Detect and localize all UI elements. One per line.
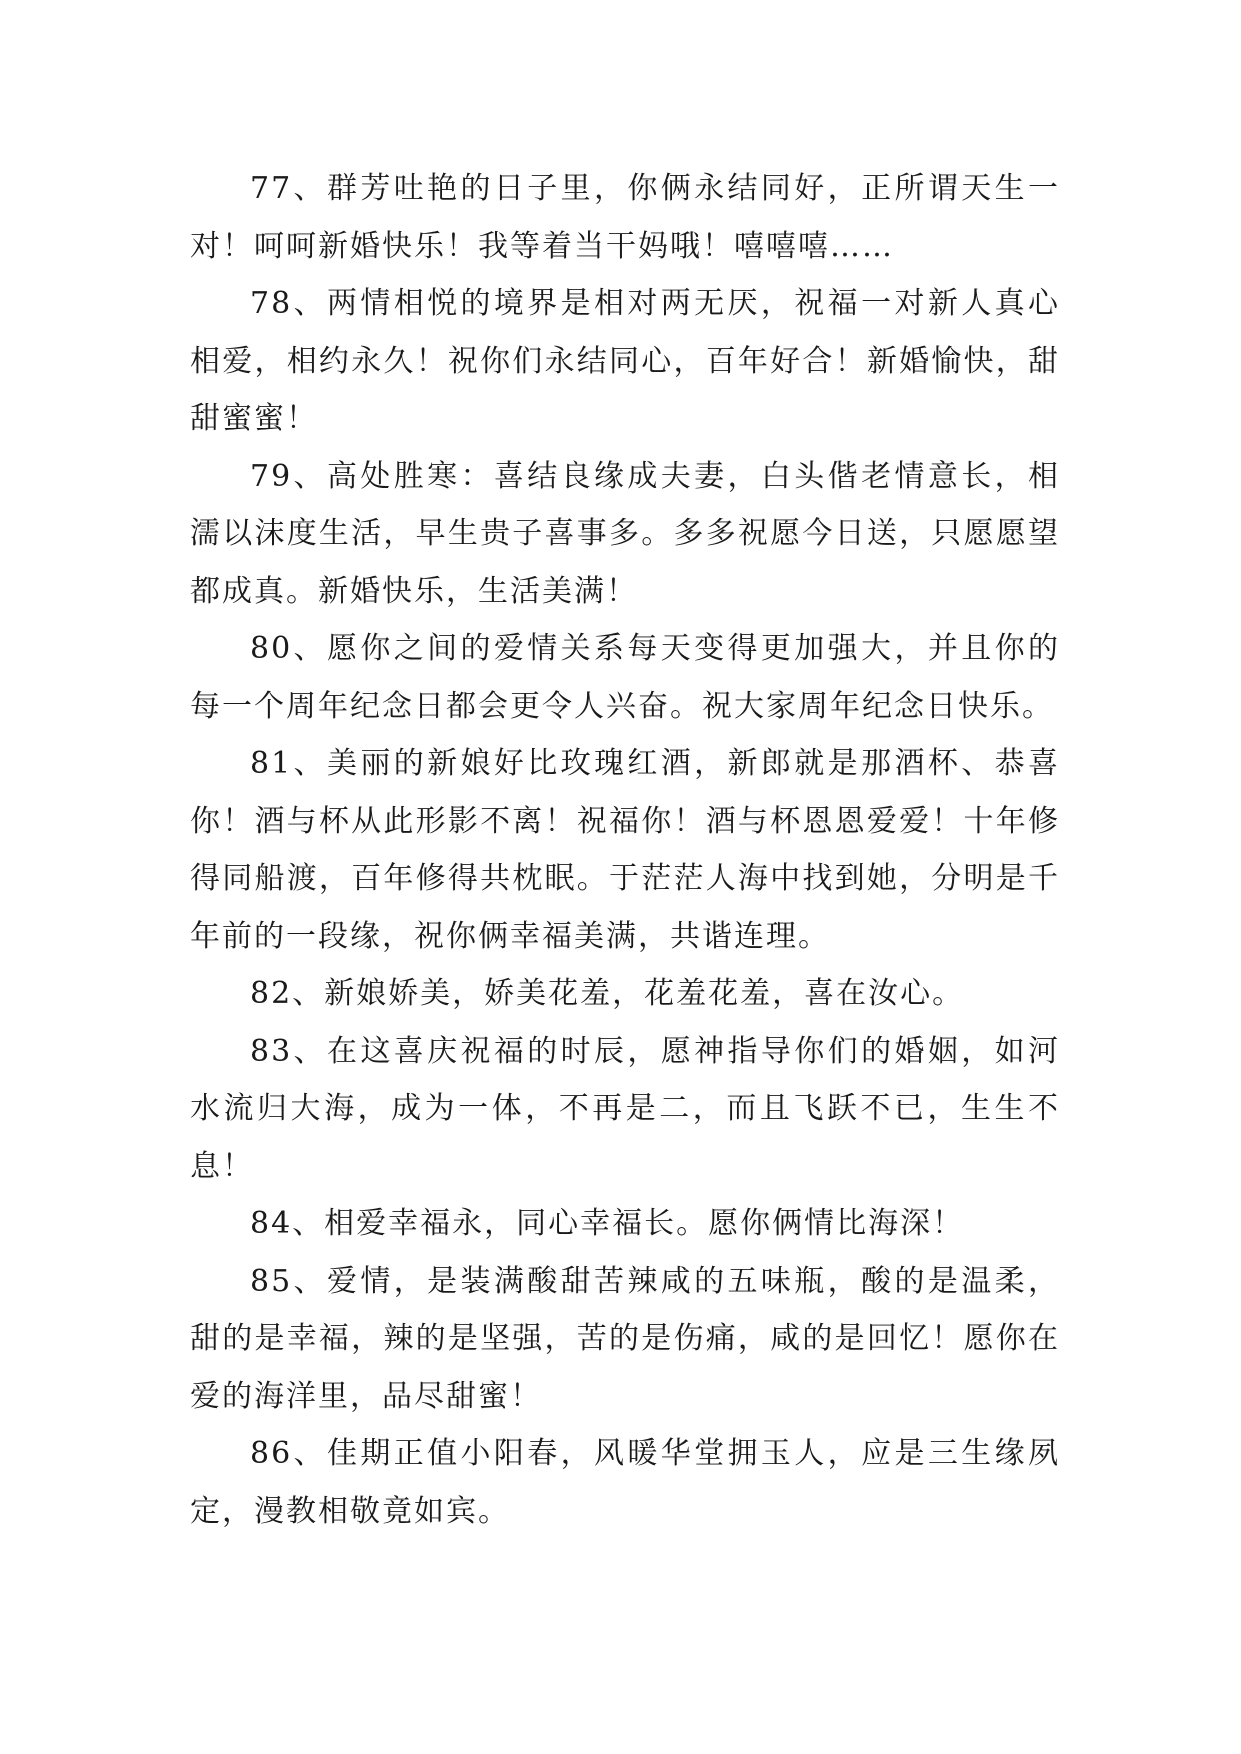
paragraph-78: 78、两情相悦的境界是相对两无厌，祝福一对新人真心相爱，相约永久！祝你们永结同心，百年好合！新婚愉快，甜甜蜜蜜！ (190, 286, 1060, 436)
paragraph-81: 81、美丽的新娘好比玫瑰红酒，新郎就是那酒杯、恭喜你！酒与杯从此形影不离！祝福你！酒与杯恩恩爱爱！十年修得同船渡，百年修得共枕眠。于茫茫人海中找到她，分明是千年前的一段缘，祝你俩幸福美满，共谐连理。 (190, 746, 1060, 954)
document-body (190, 160, 1060, 1540)
paragraph-77: 77、群芳吐艳的日子里，你俩永结同好，正所谓天生一对！呵呵新婚快乐！我等着当干妈哦！嘻嘻嘻…… (190, 171, 1060, 264)
paragraph-82: 82、新娘娇美，娇美花羞，花羞花羞，喜在汝心。 (250, 976, 965, 1011)
paragraph-83: 83、在这喜庆祝福的时辰，愿神指导你们的婚姻，如河水流归大海，成为一体，不再是二，而且飞跃不已，生生不息！ (190, 1033, 1060, 1184)
paragraph-86: 86、佳期正值小阳春，风暖华堂拥玉人，应是三生缘夙定，漫教相敬竟如宾。 (190, 1436, 1060, 1529)
paragraph-84: 84、相爱幸福永，同心幸福长。愿你俩情比海深！ (250, 1206, 965, 1241)
paragraph-79: 79、高处胜寒：喜结良缘成夫妻，白头偕老情意长，相濡以沫度生活，早生贵子喜事多。多多祝愿今日送，只愿愿望都成真。新婚快乐，生活美满！ (190, 458, 1060, 609)
paragraph-85: 85、爱情，是装满酸甜苦辣咸的五味瓶，酸的是温柔，甜的是幸福，辣的是坚强，苦的是伤痛，咸的是回忆！愿你在爱的海洋里，品尽甜蜜！ (190, 1263, 1060, 1414)
paragraph-80: 80、愿你之间的爱情关系每天变得更加强大，并且你的每一个周年纪念日都会更令人兴奋。祝大家周年纪念日快乐。 (190, 631, 1060, 724)
